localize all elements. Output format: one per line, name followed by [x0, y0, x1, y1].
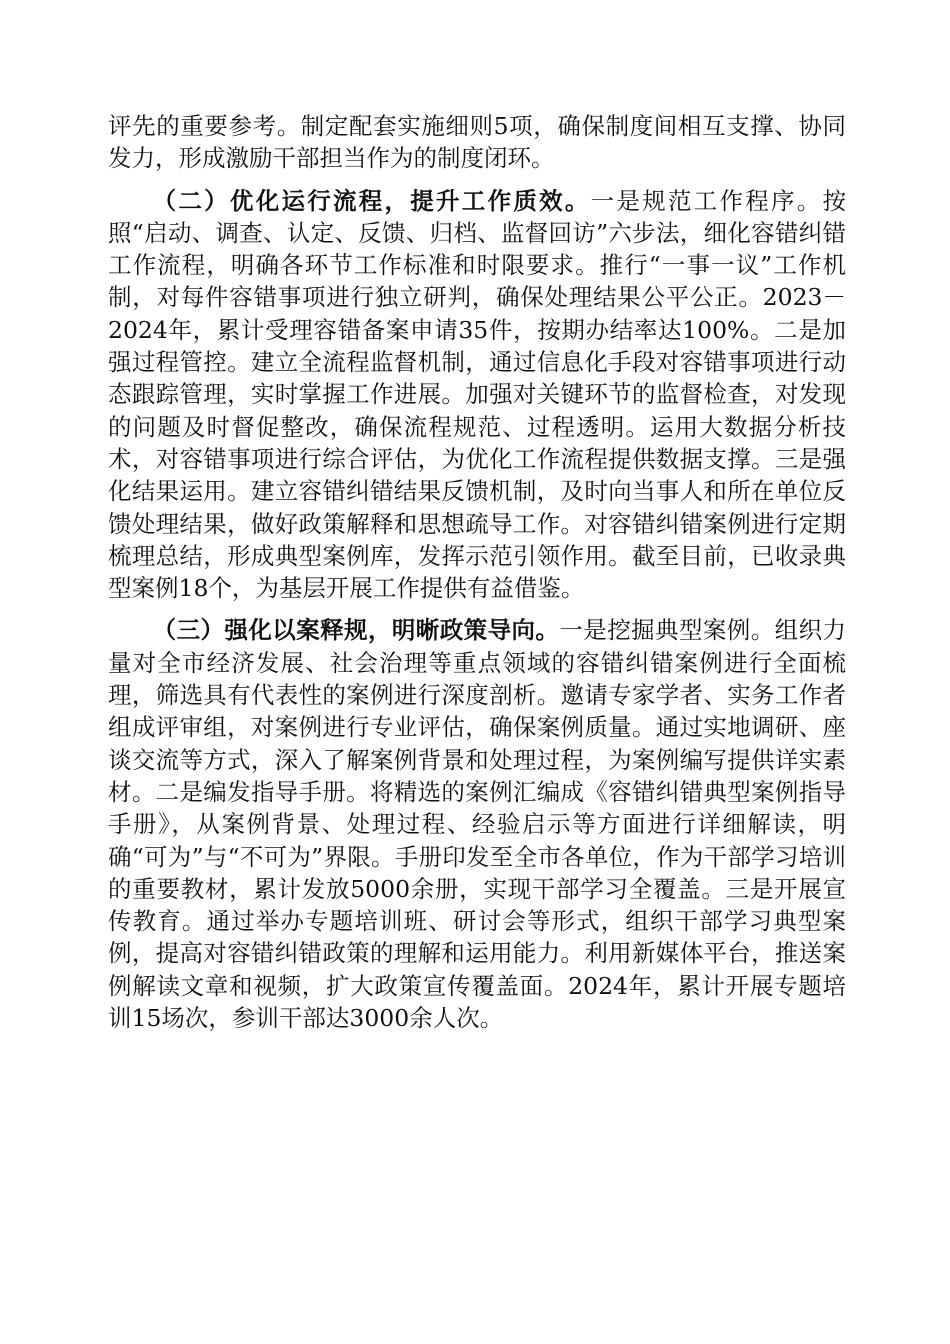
- paragraph-body: 一是挖掘典型案例。组织力量对全市经济发展、社会治理等重点领域的容错纠错案例进行全面梳理，筛选具有代表性的案例进行深度剖析。邀请专家学者、实务工作者组成评审组，对案例进行专业评估，确保案例质量。通过实地调研、座谈交流等方式，深入了解案例背景和处理过程，为案例编写提供详实素材。二是编发指导手册。将精选的案例汇编成《容错纠错典型案例指导手册》，从案例背景、处理过程、经验启示等方面进行详细解读，明确“可为”与“不可为”界限。手册印发至全市各单位，作为干部学习培训的重要教材，累计发放5000余册，实现干部学习全覆盖。三是开展宣传教育。通过举办专题培训班、研讨会等形式，组织干部学习典型案例，提高对容错纠错政策的理解和运用能力。利用新媒体平台，推送案例解读文章和视频，扩大政策宣传覆盖面。2024年，累计开展专题培训15场次，参训干部达3000余人次。: [108, 616, 847, 1033]
- paragraph-continuation: [108, 110, 846, 175]
- paragraph-body: 评先的重要参考。制定配套实施细则5项，确保制度间相互支撑、协同发力，形成激励干部担当作为的制度闭环。: [108, 112, 846, 173]
- paragraph-section-two: [108, 185, 846, 605]
- paragraph-body: 一是规范工作程序。按照“启动、调查、认定、反馈、归档、监督回访”六步法，细化容错纠错工作流程，明确各环节工作标准和时限要求。推行“一事一议”工作机制，对每件容错事项进行独立研判，确保处理结果公平公正。2023－2024年，累计受理容错备案申请35件，按期办结率达100%。二是加强过程管控。建立全流程监督机制，通过信息化手段对容错事项进行动态跟踪管理，实时掌握工作进展。加强对关键环节的监督检查，对发现的问题及时督促整改，确保流程规范、过程透明。运用大数据分析技术，对容错事项进行综合评估，为优化工作流程提供数据支撑。三是强化结果运用。建立容错纠错结果反馈机制，及时向当事人和所在单位反馈处理结果，做好政策解释和思想疏导工作。对容错纠错案例进行定期梳理总结，形成典型案例库，发挥示范引领作用。截至目前，已收录典型案例18个，为基层开展工作提供有益借鉴。: [108, 186, 846, 603]
- paragraph-section-three: [108, 614, 846, 1034]
- section-heading: （二）优化运行流程，提升工作质效。: [152, 186, 591, 215]
- document-page: [108, 110, 846, 1034]
- section-heading: （三）强化以案释规，明晰政策导向。: [152, 616, 560, 645]
